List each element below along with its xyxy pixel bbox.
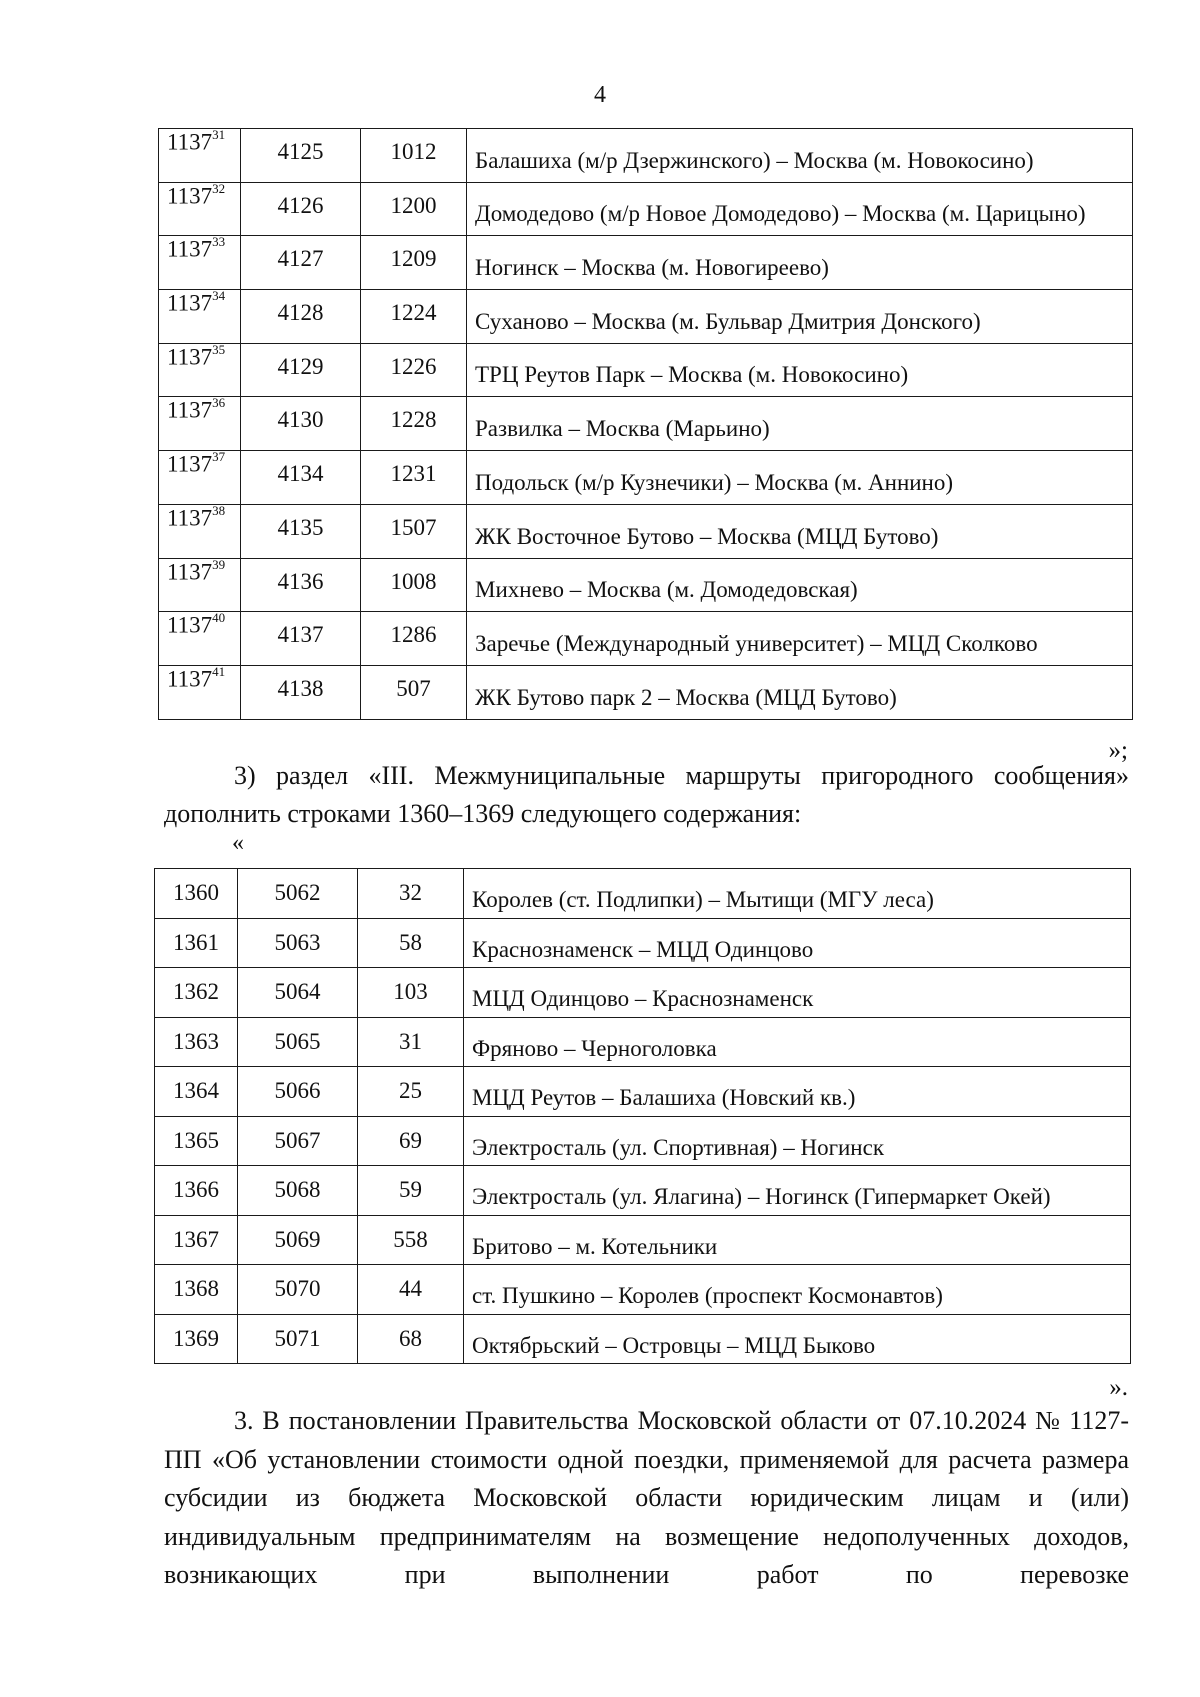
row-number: 1137 bbox=[167, 666, 213, 692]
table-row bbox=[159, 451, 1133, 505]
route-name: Бритово – м. Котельники bbox=[464, 1215, 1131, 1265]
row-number-superscript: 38 bbox=[212, 504, 226, 518]
table-row bbox=[159, 504, 1133, 558]
page-number: 4 bbox=[594, 82, 606, 108]
row-number-cell bbox=[155, 1215, 238, 1265]
row-number-cell bbox=[155, 1265, 238, 1315]
table-row bbox=[159, 612, 1133, 666]
row-number: 1137 bbox=[167, 505, 213, 531]
route-number: 68 bbox=[358, 1314, 464, 1364]
routes-table-2 bbox=[154, 868, 1131, 1364]
route-name: ТРЦ Реутов Парк – Москва (м. Новокосино) bbox=[467, 343, 1133, 397]
route-name: Краснознаменск – МЦД Одинцово bbox=[464, 918, 1131, 968]
route-name: Суханово – Москва (м. Бульвар Дмитрия Донского) bbox=[467, 290, 1133, 344]
registry-number: 4125 bbox=[241, 129, 361, 183]
row-number-cell bbox=[155, 918, 238, 968]
row-number-cell bbox=[159, 182, 241, 236]
row-number: 1137 bbox=[167, 237, 213, 263]
route-number: 25 bbox=[358, 1067, 464, 1117]
section-3-intro bbox=[164, 757, 1129, 833]
row-number: 1137 bbox=[167, 129, 213, 155]
route-name: Электросталь (ул. Спортивная) – Ногинск bbox=[464, 1116, 1131, 1166]
route-name: Электросталь (ул. Ялагина) – Ногинск (Гипермаркет Окей) bbox=[464, 1166, 1131, 1216]
route-name: ЖК Восточное Бутово – Москва (МЦД Бутово) bbox=[467, 504, 1133, 558]
paragraph-3 bbox=[164, 1402, 1129, 1595]
row-number-cell bbox=[155, 869, 238, 919]
route-number: 59 bbox=[358, 1166, 464, 1216]
row-number: 1137 bbox=[167, 451, 213, 477]
row-number: 1137 bbox=[167, 290, 213, 316]
row-number: 1137 bbox=[167, 398, 213, 424]
row-number-superscript: 39 bbox=[212, 558, 226, 572]
row-number: 1137 bbox=[167, 559, 213, 585]
route-number: 58 bbox=[358, 918, 464, 968]
table-row bbox=[155, 1166, 1131, 1216]
route-number: 1507 bbox=[361, 504, 467, 558]
row-number-superscript: 36 bbox=[212, 396, 226, 411]
route-name: Балашиха (м/р Дзержинского) – Москва (м. Новокосино) bbox=[467, 129, 1133, 183]
table-row bbox=[159, 129, 1133, 183]
table-row bbox=[155, 918, 1131, 968]
route-number: 1228 bbox=[361, 397, 467, 451]
table-row bbox=[159, 397, 1133, 451]
row-number-cell bbox=[159, 451, 241, 505]
registry-number: 5069 bbox=[238, 1215, 358, 1265]
row-number-cell bbox=[155, 968, 238, 1018]
row-number: 1363 bbox=[173, 1028, 219, 1054]
route-name: Королев (ст. Подлипки) – Мытищи (МГУ леса) bbox=[464, 869, 1131, 919]
row-number: 1137 bbox=[167, 612, 213, 638]
registry-number: 5062 bbox=[238, 869, 358, 919]
row-number: 1361 bbox=[173, 929, 219, 955]
registry-number: 5068 bbox=[238, 1166, 358, 1216]
row-number: 1368 bbox=[173, 1276, 219, 1302]
route-name: Развилка – Москва (Марьино) bbox=[467, 397, 1133, 451]
route-number: 103 bbox=[358, 968, 464, 1018]
row-number: 1137 bbox=[167, 183, 213, 209]
registry-number: 4137 bbox=[241, 612, 361, 666]
row-number: 1367 bbox=[173, 1226, 219, 1252]
table-row bbox=[155, 1116, 1131, 1166]
route-number: 1226 bbox=[361, 343, 467, 397]
row-number-cell bbox=[159, 236, 241, 290]
route-name: МЦД Одинцово – Краснознаменск bbox=[464, 968, 1131, 1018]
routes-table-1 bbox=[158, 128, 1133, 720]
route-number: 31 bbox=[358, 1017, 464, 1067]
row-number-cell bbox=[155, 1067, 238, 1117]
row-number: 1360 bbox=[173, 880, 219, 906]
registry-number: 4126 bbox=[241, 182, 361, 236]
route-name: ЖК Бутово парк 2 – Москва (МЦД Бутово) bbox=[467, 665, 1133, 719]
table-row bbox=[159, 236, 1133, 290]
registry-number: 4134 bbox=[241, 451, 361, 505]
row-number-cell bbox=[159, 612, 241, 666]
registry-number: 5066 bbox=[238, 1067, 358, 1117]
row-number-superscript: 40 bbox=[212, 611, 226, 626]
row-number-cell bbox=[159, 129, 241, 183]
row-number-cell bbox=[159, 504, 241, 558]
route-number: 507 bbox=[361, 665, 467, 719]
row-number-superscript: 37 bbox=[212, 450, 226, 465]
route-name: Домодедово (м/р Новое Домодедово) – Москва (м. Царицыно) bbox=[467, 182, 1133, 236]
table-2-open-quote: « bbox=[232, 830, 244, 856]
route-name: Фряново – Черноголовка bbox=[464, 1017, 1131, 1067]
row-number-superscript: 34 bbox=[212, 289, 226, 304]
registry-number: 4128 bbox=[241, 290, 361, 344]
route-number: 44 bbox=[358, 1265, 464, 1315]
route-number: 1231 bbox=[361, 451, 467, 505]
table-row bbox=[155, 869, 1131, 919]
registry-number: 5067 bbox=[238, 1116, 358, 1166]
table-1-closing-mark: »; bbox=[1108, 737, 1128, 764]
table-row bbox=[155, 1215, 1131, 1265]
route-number: 1200 bbox=[361, 182, 467, 236]
route-number: 1209 bbox=[361, 236, 467, 290]
route-name: Заречье (Международный университет) – МЦД Сколково bbox=[467, 612, 1133, 666]
table-row bbox=[159, 665, 1133, 719]
route-number: 1008 bbox=[361, 558, 467, 612]
table-2-closing-mark: ». bbox=[1109, 1374, 1128, 1401]
registry-number: 4130 bbox=[241, 397, 361, 451]
row-number-superscript: 31 bbox=[212, 128, 226, 142]
registry-number: 5071 bbox=[238, 1314, 358, 1364]
table-row bbox=[159, 558, 1133, 612]
table-row bbox=[159, 182, 1133, 236]
row-number: 1365 bbox=[173, 1127, 219, 1153]
row-number-cell bbox=[159, 290, 241, 344]
row-number: 1366 bbox=[173, 1177, 219, 1203]
row-number: 1137 bbox=[167, 344, 213, 370]
paragraph-3-text: 3. В постановлении Правительства Московской области от 07.10.2024 № 1127-ПП «Об установлении стоимости одной поездки, применяемой для расчета размера субсидии из бюджета Московской области юридическим лицам и (или) индивидуальным предпринимателям на возмещение недополученных доходов, возникающих при выполнении работ по перевозке bbox=[164, 1406, 1129, 1589]
row-number-cell bbox=[155, 1116, 238, 1166]
row-number-cell bbox=[159, 397, 241, 451]
row-number-superscript: 35 bbox=[212, 343, 226, 357]
table-row bbox=[155, 1314, 1131, 1364]
route-name: Ногинск – Москва (м. Новогиреево) bbox=[467, 236, 1133, 290]
row-number-superscript: 32 bbox=[212, 182, 226, 196]
row-number-cell bbox=[155, 1166, 238, 1216]
row-number-cell bbox=[155, 1314, 238, 1364]
row-number-cell bbox=[159, 558, 241, 612]
row-number-superscript: 33 bbox=[212, 235, 226, 250]
route-number: 1224 bbox=[361, 290, 467, 344]
section-3-line-1: 3) раздел «III. Межмуниципальные маршруты пригородного сообщения» bbox=[234, 761, 1129, 790]
registry-number: 4127 bbox=[241, 236, 361, 290]
row-number-cell bbox=[159, 665, 241, 719]
table-row bbox=[155, 968, 1131, 1018]
registry-number: 4136 bbox=[241, 558, 361, 612]
route-number: 32 bbox=[358, 869, 464, 919]
registry-number: 5070 bbox=[238, 1265, 358, 1315]
route-name: Михнево – Москва (м. Домодедовская) bbox=[467, 558, 1133, 612]
registry-number: 4129 bbox=[241, 343, 361, 397]
row-number: 1362 bbox=[173, 979, 219, 1005]
table-row bbox=[155, 1265, 1131, 1315]
route-number: 558 bbox=[358, 1215, 464, 1265]
section-3-line-2: дополнить строками 1360–1369 следующего содержания: bbox=[164, 799, 802, 828]
route-name: Октябрьский – Островцы – МЦД Быково bbox=[464, 1314, 1131, 1364]
registry-number: 5065 bbox=[238, 1017, 358, 1067]
route-number: 69 bbox=[358, 1116, 464, 1166]
row-number-cell bbox=[155, 1017, 238, 1067]
row-number: 1369 bbox=[173, 1325, 219, 1351]
registry-number: 4138 bbox=[241, 665, 361, 719]
route-number: 1012 bbox=[361, 129, 467, 183]
route-number: 1286 bbox=[361, 612, 467, 666]
route-name: МЦД Реутов – Балашиха (Новский кв.) bbox=[464, 1067, 1131, 1117]
registry-number: 4135 bbox=[241, 504, 361, 558]
registry-number: 5064 bbox=[238, 968, 358, 1018]
route-name: ст. Пушкино – Королев (проспект Космонавтов) bbox=[464, 1265, 1131, 1315]
row-number: 1364 bbox=[173, 1078, 219, 1104]
row-number-cell bbox=[159, 343, 241, 397]
table-row bbox=[155, 1017, 1131, 1067]
registry-number: 5063 bbox=[238, 918, 358, 968]
table-row bbox=[155, 1067, 1131, 1117]
row-number-superscript: 41 bbox=[212, 665, 226, 679]
table-row bbox=[159, 343, 1133, 397]
route-name: Подольск (м/р Кузнечики) – Москва (м. Аннино) bbox=[467, 451, 1133, 505]
table-row bbox=[159, 290, 1133, 344]
